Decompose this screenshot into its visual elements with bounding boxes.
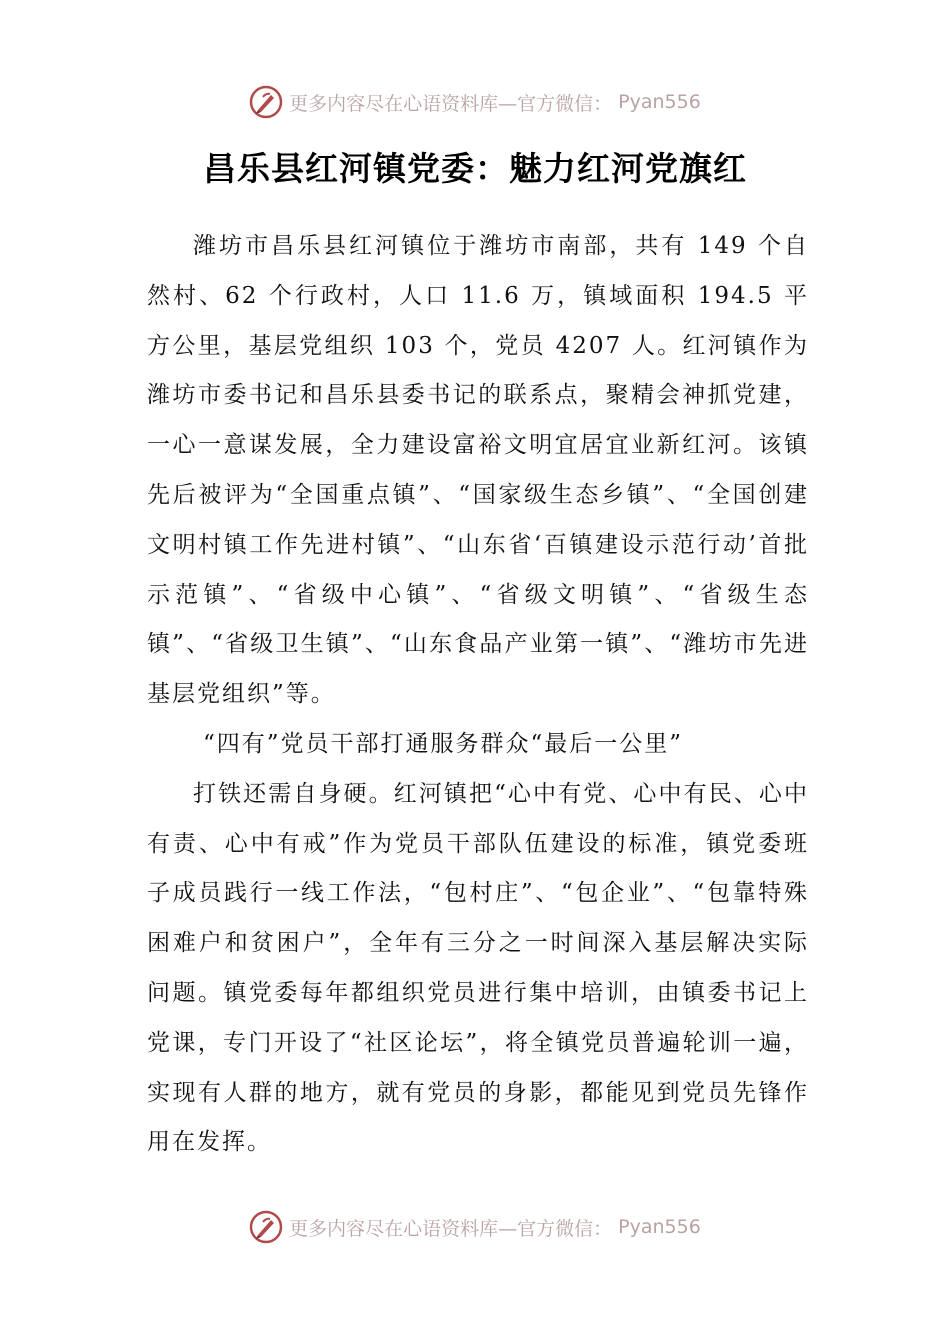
article-body [147,222,809,1168]
footer-watermark [0,1207,950,1247]
paragraph-section-1: 打铁还需自身硬。红河镇把“心中有党、心中有民、心中有责、心中有戒”作为党员干部队伍建设的标准，镇党委班子成员践行一线工作法，“包村庄”、“包企业”、“包靠特殊困难户和贫困户”，全年有三分之一时间深入基层解决实际问题。镇党委每年都组织党员进行集中培训，由镇委书记上党课，专门开设了“社区论坛”，将全镇党员普遍轮训一遍，实现有人群的地方，就有党员的身影，都能见到党员先锋作用在发挥。 [147,780,809,1156]
paragraph-intro: 潍坊市昌乐县红河镇位于潍坊市南部，共有 149 个自然村、62 个行政村，人口 11.6 万，镇域面积 194.5 平方公里，基层党组织 103 个，党员 4207 人。红河镇作为潍坊市委书记和昌乐县委书记的联系点，聚精会神抓党建，一心一意谋发展，全力建设富裕文明宜居宜业新红河。该镇先后被评为“全国重点镇”、“国家级生态乡镇”、“全国创建文明村镇工作先进村镇”、“山东省‘百镇建设示范行动’首批示范镇”、“省级中心镇”、“省级文明镇”、“省级生态镇”、“省级卫生镇”、“山东食品产业第一镇”、“潍坊市先进基层党组织”等。 [147,233,809,708]
watermark-wechat-id: Pyan556 [618,91,701,113]
header-watermark [0,82,950,122]
watermark-text: 更多内容尽在心语资料库—官方微信： [289,1217,613,1240]
watermark-text: 更多内容尽在心语资料库—官方微信： [289,92,613,115]
page-title: 昌乐县红河镇党委：魅力红河党旗红 [203,149,747,188]
watermark-wechat-id: Pyan556 [618,1216,701,1238]
section-subheading: “四有”党员干部打通服务群众“最后一公里” [203,730,684,757]
pen-logo-icon [249,1210,283,1244]
pen-logo-icon [249,85,283,119]
